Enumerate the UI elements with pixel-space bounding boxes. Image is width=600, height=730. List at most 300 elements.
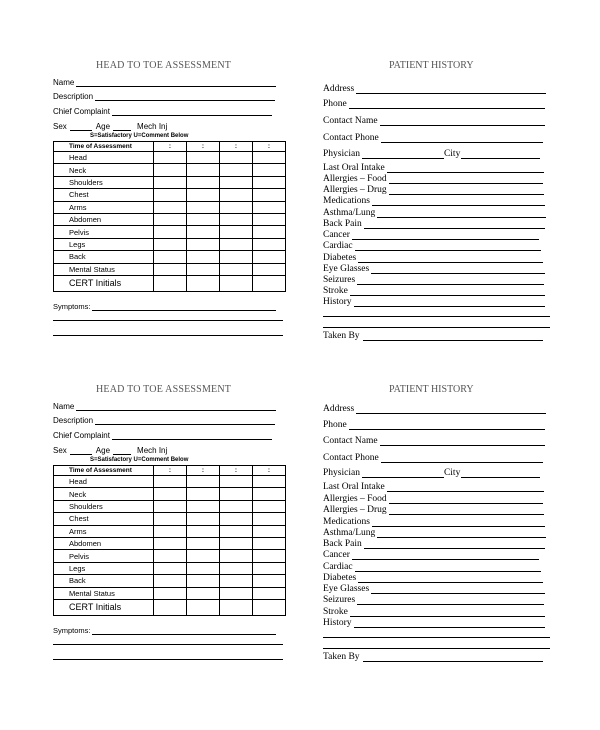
symptoms-line[interactable] <box>92 302 276 311</box>
body-part-label: Arms <box>54 525 154 537</box>
body-part-label: Pelvis <box>54 550 154 562</box>
check-cell[interactable] <box>154 562 187 574</box>
history-item-line[interactable] <box>372 196 545 206</box>
contact-phone-line[interactable] <box>381 133 543 143</box>
check-cell[interactable] <box>253 213 286 225</box>
initials-cell[interactable] <box>187 275 220 291</box>
contact-name-field[interactable] <box>323 116 545 126</box>
age-blank[interactable] <box>113 122 131 131</box>
check-cell[interactable] <box>253 575 286 587</box>
check-cell[interactable] <box>220 213 253 225</box>
check-cell[interactable] <box>187 251 220 263</box>
history-item-label: Asthma/Lung <box>323 528 376 538</box>
description-label: Description <box>53 92 94 101</box>
address-line[interactable] <box>356 84 546 94</box>
taken-by-line[interactable] <box>363 652 543 662</box>
history-item-line[interactable] <box>354 297 545 307</box>
chief-complaint-line[interactable] <box>112 431 272 440</box>
check-cell[interactable] <box>220 189 253 201</box>
check-cell[interactable] <box>154 251 187 263</box>
cert-initials-row <box>54 599 286 615</box>
check-cell[interactable] <box>154 537 187 549</box>
history-item[interactable] <box>323 595 544 605</box>
body-part-label: Abdomen <box>54 213 154 225</box>
taken-by-field[interactable] <box>323 331 543 341</box>
physician-line[interactable] <box>362 149 444 159</box>
time-cell[interactable]: : <box>154 466 187 476</box>
name-field[interactable] <box>53 402 276 411</box>
sex-blank[interactable] <box>70 122 92 131</box>
history-item[interactable] <box>323 253 543 263</box>
body-part-label: Pelvis <box>54 226 154 238</box>
body-part-label: Chest <box>54 189 154 201</box>
contact-name-field[interactable] <box>323 436 545 446</box>
description-field[interactable] <box>53 416 275 425</box>
check-cell[interactable] <box>220 575 253 587</box>
body-part-label: Neck <box>54 164 154 176</box>
check-cell[interactable] <box>187 537 220 549</box>
address-field[interactable] <box>323 404 546 414</box>
table-row <box>54 488 286 500</box>
contact-name-label: Contact Name <box>323 436 378 446</box>
initials-cell[interactable] <box>187 599 220 615</box>
taken-by-field[interactable] <box>323 652 543 662</box>
history-item-line[interactable] <box>352 230 539 240</box>
table-row <box>54 152 286 164</box>
physician-label: Physician <box>323 149 360 159</box>
check-cell[interactable] <box>154 176 187 188</box>
time-cell[interactable]: : <box>220 466 253 476</box>
body-part-label: Chest <box>54 513 154 525</box>
check-cell[interactable] <box>253 238 286 250</box>
check-cell[interactable] <box>154 587 187 599</box>
symptoms-field[interactable] <box>53 626 276 635</box>
check-cell[interactable] <box>220 562 253 574</box>
history-item[interactable] <box>323 618 545 628</box>
phone-field[interactable] <box>323 99 545 109</box>
history-item-label: Back Pain <box>323 219 362 229</box>
check-cell[interactable] <box>253 513 286 525</box>
history-item-label: Stroke <box>323 607 348 617</box>
time-cell[interactable]: : <box>220 142 253 152</box>
assessment-form-2 <box>0 380 600 710</box>
check-cell[interactable] <box>187 176 220 188</box>
body-part-label: Legs <box>54 562 154 574</box>
initials-cell[interactable] <box>253 599 286 615</box>
history-item-label: Eye Glasses <box>323 584 370 594</box>
time-of-assessment-header: Time of Assessment <box>54 466 154 476</box>
time-cell[interactable]: : <box>187 142 220 152</box>
phone-line[interactable] <box>349 420 545 430</box>
age-blank[interactable] <box>113 446 131 455</box>
table-row <box>54 562 286 574</box>
history-item[interactable] <box>323 573 543 583</box>
contact-name-line[interactable] <box>380 436 545 446</box>
chief-complaint-label: Chief Complaint <box>53 107 110 116</box>
history-item-line[interactable] <box>371 264 545 274</box>
history-item-line[interactable] <box>358 573 543 583</box>
history-item[interactable] <box>323 241 541 251</box>
time-cell[interactable]: : <box>253 142 286 152</box>
time-cell[interactable]: : <box>187 466 220 476</box>
check-cell[interactable] <box>253 587 286 599</box>
history-item-line[interactable] <box>387 163 544 173</box>
history-item-line[interactable] <box>364 219 545 229</box>
check-cell[interactable] <box>154 525 187 537</box>
address-label: Address <box>323 84 355 94</box>
history-item[interactable] <box>323 528 546 538</box>
sex-label: Sex <box>53 446 67 455</box>
age-label: Age <box>95 446 111 455</box>
physician-city-field[interactable] <box>323 149 540 159</box>
sex-blank[interactable] <box>70 446 92 455</box>
table-row <box>54 537 286 549</box>
name-label: Name <box>53 402 75 411</box>
check-cell[interactable] <box>154 500 187 512</box>
check-cell[interactable] <box>220 263 253 275</box>
check-cell[interactable] <box>187 550 220 562</box>
check-cell[interactable] <box>253 550 286 562</box>
history-item-label: Seizures <box>323 595 356 605</box>
assessment-table <box>53 465 286 616</box>
patient-history-title: PATIENT HISTORY <box>389 384 474 395</box>
assessment-table <box>53 141 286 292</box>
check-cell[interactable] <box>220 201 253 213</box>
history-extra-line[interactable] <box>323 316 550 317</box>
check-cell[interactable] <box>154 238 187 250</box>
check-cell[interactable] <box>187 238 220 250</box>
check-cell[interactable] <box>253 562 286 574</box>
body-part-label: Head <box>54 476 154 488</box>
history-item-line[interactable] <box>358 253 543 263</box>
check-cell[interactable] <box>253 189 286 201</box>
history-item[interactable] <box>323 297 545 307</box>
history-item[interactable] <box>323 286 545 296</box>
check-cell[interactable] <box>220 587 253 599</box>
history-item-line[interactable] <box>389 185 544 195</box>
history-item-label: Cardiac <box>323 562 353 572</box>
history-item[interactable] <box>323 505 544 515</box>
history-item[interactable] <box>323 163 544 173</box>
symptoms-field[interactable] <box>53 302 276 311</box>
check-cell[interactable] <box>154 575 187 587</box>
description-label: Description <box>53 416 94 425</box>
body-part-label: Abdomen <box>54 537 154 549</box>
history-item-line[interactable] <box>377 208 546 218</box>
check-cell[interactable] <box>187 513 220 525</box>
history-item-line[interactable] <box>355 241 541 251</box>
check-cell[interactable] <box>220 500 253 512</box>
physician-city-field[interactable] <box>323 468 540 478</box>
history-item-label: Stroke <box>323 286 348 296</box>
check-cell[interactable] <box>253 251 286 263</box>
history-item-line[interactable] <box>389 505 544 515</box>
check-cell[interactable] <box>220 226 253 238</box>
check-cell[interactable] <box>220 251 253 263</box>
body-part-label: Mental Status <box>54 587 154 599</box>
chief-complaint-field[interactable] <box>53 431 272 440</box>
history-item-line[interactable] <box>389 174 543 184</box>
history-item[interactable] <box>323 562 541 572</box>
contact-phone-field[interactable] <box>323 453 543 463</box>
history-item[interactable] <box>323 185 544 195</box>
mech-inj-label: Mech Inj <box>137 446 168 455</box>
check-cell[interactable] <box>253 476 286 488</box>
history-item[interactable] <box>323 607 545 617</box>
phone-label: Phone <box>323 99 347 109</box>
symptoms-extra-line[interactable] <box>53 644 283 645</box>
table-row <box>54 226 286 238</box>
history-item-line[interactable] <box>350 607 545 617</box>
head-to-toe-title: HEAD TO TOE ASSESSMENT <box>96 384 232 395</box>
table-row <box>54 176 286 188</box>
chief-complaint-line[interactable] <box>112 107 272 116</box>
physician-line[interactable] <box>362 468 444 478</box>
assessment-legend: S=Satisfactory U=Comment Below <box>90 457 189 463</box>
symptoms-line[interactable] <box>92 626 276 635</box>
check-cell[interactable] <box>220 152 253 164</box>
table-row <box>54 525 286 537</box>
check-cell[interactable] <box>154 513 187 525</box>
table-row <box>54 263 286 275</box>
history-item-label: Cardiac <box>323 241 353 251</box>
check-cell[interactable] <box>154 488 187 500</box>
history-item-label: Medications <box>323 196 370 206</box>
check-cell[interactable] <box>154 189 187 201</box>
table-row <box>54 550 286 562</box>
table-row <box>54 513 286 525</box>
check-cell[interactable] <box>187 226 220 238</box>
history-item-line[interactable] <box>352 550 539 560</box>
contact-name-label: Contact Name <box>323 116 378 126</box>
check-cell[interactable] <box>220 176 253 188</box>
check-cell[interactable] <box>154 201 187 213</box>
history-item-line[interactable] <box>355 562 541 572</box>
symptoms-extra-line[interactable] <box>53 335 283 336</box>
history-item-label: Medications <box>323 517 370 527</box>
sex-age-mech-row <box>53 122 167 131</box>
history-extra-line[interactable] <box>323 648 550 649</box>
table-row <box>54 238 286 250</box>
history-item-label: Allergies – Food <box>323 494 387 504</box>
check-cell[interactable] <box>187 152 220 164</box>
symptoms-extra-line[interactable] <box>53 320 283 321</box>
check-cell[interactable] <box>220 513 253 525</box>
initials-cell[interactable] <box>154 599 187 615</box>
history-item[interactable] <box>323 584 545 594</box>
history-item-label: Last Oral Intake <box>323 163 385 173</box>
history-item-line[interactable] <box>364 539 545 549</box>
chief-complaint-field[interactable] <box>53 107 272 116</box>
city-label: City <box>443 149 461 159</box>
table-row <box>54 575 286 587</box>
check-cell[interactable] <box>187 263 220 275</box>
history-item[interactable] <box>323 264 545 274</box>
check-cell[interactable] <box>220 537 253 549</box>
patient-history-title: PATIENT HISTORY <box>389 60 474 71</box>
check-cell[interactable] <box>220 476 253 488</box>
body-part-label: Shoulders <box>54 500 154 512</box>
name-field[interactable] <box>53 78 276 87</box>
check-cell[interactable] <box>220 550 253 562</box>
history-item-line[interactable] <box>387 482 544 492</box>
check-cell[interactable] <box>220 238 253 250</box>
age-label: Age <box>95 122 111 131</box>
phone-field[interactable] <box>323 420 545 430</box>
history-item-label: Diabetes <box>323 253 357 263</box>
check-cell[interactable] <box>187 213 220 225</box>
body-part-label: Shoulders <box>54 176 154 188</box>
history-item-line[interactable] <box>357 275 544 285</box>
cert-initials-label: CERT Initials <box>54 599 154 615</box>
body-part-label: Neck <box>54 488 154 500</box>
taken-by-label: Taken By <box>323 331 360 341</box>
check-cell[interactable] <box>154 164 187 176</box>
table-row <box>54 500 286 512</box>
sex-label: Sex <box>53 122 67 131</box>
check-cell[interactable] <box>187 164 220 176</box>
history-item-label: Seizures <box>323 275 356 285</box>
cert-initials-label: CERT Initials <box>54 275 154 291</box>
history-item[interactable] <box>323 196 545 206</box>
description-line[interactable] <box>95 416 275 425</box>
assessment-legend: S=Satisfactory U=Comment Below <box>90 133 189 139</box>
history-item-line[interactable] <box>377 528 546 538</box>
check-cell[interactable] <box>220 525 253 537</box>
history-item[interactable] <box>323 539 545 549</box>
check-cell[interactable] <box>253 263 286 275</box>
body-part-label: Arms <box>54 201 154 213</box>
initials-cell[interactable] <box>220 275 253 291</box>
contact-phone-field[interactable] <box>323 133 543 143</box>
history-item-line[interactable] <box>372 517 545 527</box>
description-field[interactable] <box>53 92 275 101</box>
history-item-line[interactable] <box>357 595 544 605</box>
history-item-label: Cancer <box>323 230 350 240</box>
history-item-line[interactable] <box>371 584 545 594</box>
history-item[interactable] <box>323 550 539 560</box>
check-cell[interactable] <box>154 263 187 275</box>
history-item[interactable] <box>323 230 539 240</box>
check-cell[interactable] <box>253 525 286 537</box>
history-item[interactable] <box>323 494 543 504</box>
history-item[interactable] <box>323 482 544 492</box>
initials-cell[interactable] <box>154 275 187 291</box>
check-cell[interactable] <box>253 488 286 500</box>
assessment-form-1 <box>0 56 600 386</box>
name-label: Name <box>53 78 75 87</box>
mech-inj-label: Mech Inj <box>137 122 168 131</box>
history-item[interactable] <box>323 208 546 218</box>
check-cell[interactable] <box>253 176 286 188</box>
history-item-label: Asthma/Lung <box>323 208 376 218</box>
check-cell[interactable] <box>253 164 286 176</box>
table-row <box>54 189 286 201</box>
check-cell[interactable] <box>187 500 220 512</box>
name-line[interactable] <box>76 402 276 411</box>
check-cell[interactable] <box>220 488 253 500</box>
check-cell[interactable] <box>154 226 187 238</box>
contact-phone-label: Contact Phone <box>323 133 379 143</box>
description-line[interactable] <box>95 92 275 101</box>
phone-line[interactable] <box>349 99 545 109</box>
name-line[interactable] <box>76 78 276 87</box>
table-row <box>54 476 286 488</box>
history-item-label: Last Oral Intake <box>323 482 385 492</box>
initials-cell[interactable] <box>220 599 253 615</box>
history-item-label: Diabetes <box>323 573 357 583</box>
check-cell[interactable] <box>220 164 253 176</box>
check-cell[interactable] <box>187 587 220 599</box>
physician-label: Physician <box>323 468 360 478</box>
history-item[interactable] <box>323 517 545 527</box>
time-cell[interactable]: : <box>154 142 187 152</box>
check-cell[interactable] <box>253 152 286 164</box>
check-cell[interactable] <box>154 550 187 562</box>
table-row <box>54 213 286 225</box>
check-cell[interactable] <box>253 201 286 213</box>
city-line[interactable] <box>461 468 540 478</box>
body-part-label: Back <box>54 575 154 587</box>
check-cell[interactable] <box>253 226 286 238</box>
check-cell[interactable] <box>253 537 286 549</box>
check-cell[interactable] <box>187 488 220 500</box>
chief-complaint-label: Chief Complaint <box>53 431 110 440</box>
initials-cell[interactable] <box>253 275 286 291</box>
history-item[interactable] <box>323 275 544 285</box>
table-header-row <box>54 466 286 476</box>
city-label: City <box>443 468 461 478</box>
check-cell[interactable] <box>154 152 187 164</box>
check-cell[interactable] <box>187 201 220 213</box>
body-part-label: Legs <box>54 238 154 250</box>
history-item-line[interactable] <box>350 286 545 296</box>
history-item-label: Eye Glasses <box>323 264 370 274</box>
check-cell[interactable] <box>187 476 220 488</box>
check-cell[interactable] <box>154 476 187 488</box>
history-item[interactable] <box>323 174 543 184</box>
check-cell[interactable] <box>253 500 286 512</box>
check-cell[interactable] <box>187 189 220 201</box>
table-row <box>54 201 286 213</box>
history-item-line[interactable] <box>389 494 543 504</box>
history-item-line[interactable] <box>354 618 545 628</box>
body-part-label: Head <box>54 152 154 164</box>
history-extra-line[interactable] <box>323 637 550 638</box>
city-line[interactable] <box>461 149 540 159</box>
taken-by-line[interactable] <box>363 331 543 341</box>
contact-phone-line[interactable] <box>381 453 543 463</box>
time-cell[interactable]: : <box>253 466 286 476</box>
address-field[interactable] <box>323 84 546 94</box>
check-cell[interactable] <box>187 525 220 537</box>
history-item-label: History <box>323 618 352 628</box>
address-label: Address <box>323 404 355 414</box>
address-line[interactable] <box>356 404 546 414</box>
check-cell[interactable] <box>154 213 187 225</box>
symptoms-label: Symptoms: <box>53 302 91 311</box>
time-of-assessment-header: Time of Assessment <box>54 142 154 152</box>
symptoms-extra-line[interactable] <box>53 659 283 660</box>
history-item[interactable] <box>323 219 545 229</box>
cert-initials-row <box>54 275 286 291</box>
history-extra-line[interactable] <box>323 327 550 328</box>
check-cell[interactable] <box>187 575 220 587</box>
contact-name-line[interactable] <box>380 116 545 126</box>
history-item-label: Cancer <box>323 550 350 560</box>
head-to-toe-title: HEAD TO TOE ASSESSMENT <box>96 60 232 71</box>
check-cell[interactable] <box>187 562 220 574</box>
